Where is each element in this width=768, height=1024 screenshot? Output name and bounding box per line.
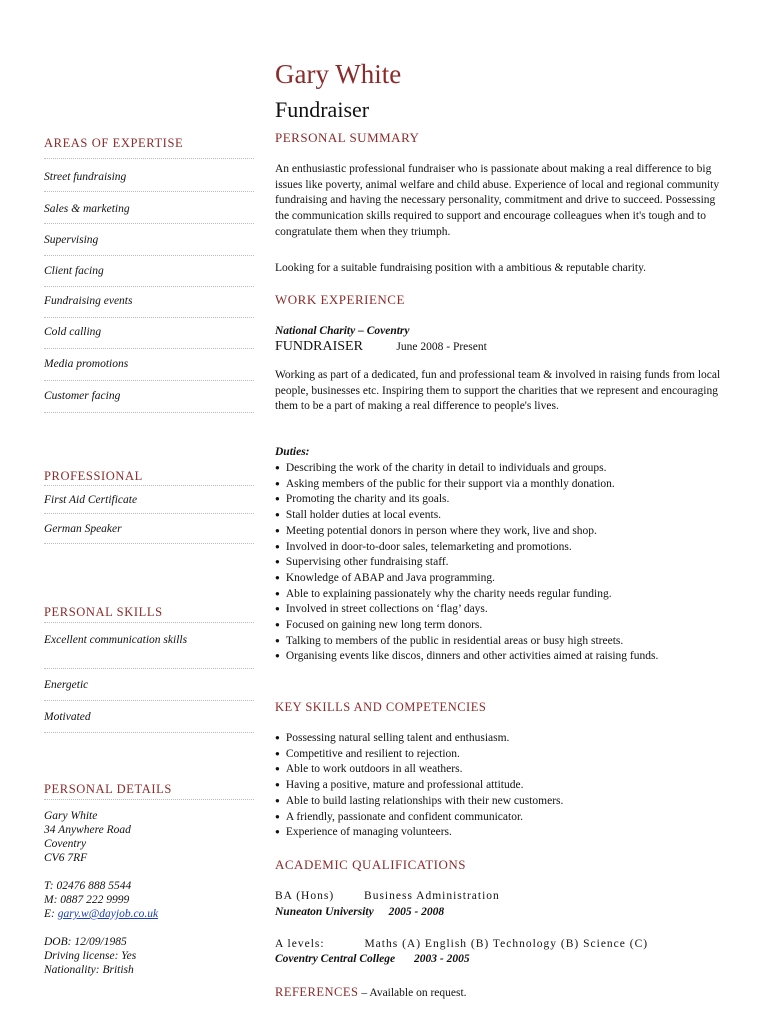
divider [44,317,254,318]
professional-item: German Speaker [44,523,122,535]
references-text: – Available on request. [358,987,467,999]
divider [44,732,254,733]
work-intro: Working as part of a dedicated, fun and professional team & involved in raising funds from local people, businesses etc. Inspiring them to support the charities that we represent and encouraging them to be a part of making a real difference to people's lives. [275,369,721,413]
expertise-item: Supervising [44,234,99,246]
contact-city: Coventry [44,838,87,850]
work-heading: WORK EXPERIENCE [275,292,405,307]
list-item: ● Able to explaining passionately why the charity needs regular funding. [275,587,725,603]
degree-subject: Business Administration [364,890,500,902]
email-label: E: [44,908,55,920]
list-item: ● Promoting the charity and its goals. [275,492,725,508]
list-item: ● Describing the work of the charity in detail to individuals and groups. [275,461,725,477]
contact-block [44,809,254,865]
contact-address: 34 Anywhere Road [44,824,131,836]
divider [44,622,254,623]
phone-block [44,879,254,921]
personal-details-heading: PERSONAL DETAILS [44,782,172,796]
contact-postcode: CV6 7RF [44,852,88,864]
divider [44,513,254,514]
divider [44,799,254,800]
expertise-item: Fundraising events [44,295,133,307]
alevels-grades: Maths (A) English (B) Technology (B) Science (C) [364,938,649,950]
alevels-line [275,937,648,952]
divider [44,286,254,287]
list-item: ● Involved in street collections on ‘flag’ days. [275,602,725,618]
divider [44,380,254,381]
summary-paragraph: An enthusiastic professional fundraiser who is passionate about making a real difference to big issues like poverty, animal welfare and child abuse. Experience of local and regional community fundraising and having the necessary personality, commitment and drive to succeed. Possessing the communication skills required to support and encourage colleagues when it's tough and to congratulate them when they triumph. [275,163,720,238]
divider [44,412,254,413]
divider [44,700,254,701]
list-item: ● Able to work outdoors in all weathers. [275,762,725,778]
college: Coventry Central College [275,953,396,965]
nationality: Nationality: British [44,964,134,976]
list-item: ● Having a positive, mature and professional attitude. [275,778,725,794]
expertise-item: Client facing [44,265,104,277]
duties-list [275,461,725,665]
divider [44,191,254,192]
list-item: ● Involved in door-to-door sales, telemarketing and promotions. [275,540,725,556]
summary-goal: Looking for a suitable fundraising position with a ambitious & reputable charity. [275,262,647,274]
academic-heading: ACADEMIC QUALIFICATIONS [275,857,466,872]
divider [44,223,254,224]
telephone: T: 02476 888 5544 [44,880,132,892]
role-line [275,338,487,356]
references-heading: REFERENCES [275,985,359,999]
email-line [44,907,254,921]
university-line [275,905,444,920]
references-line [275,984,467,1001]
employer-name: National Charity – Coventry [275,325,410,337]
email-link[interactable]: gary.w@dayjob.co.uk [57,908,159,920]
employer [275,324,410,339]
divider [44,348,254,349]
list-item: ● Possessing natural selling talent and enthusiasm. [275,731,725,747]
key-skills-heading: KEY SKILLS AND COMPETENCIES [275,700,487,714]
skill-item: Excellent communication skills [44,634,188,646]
list-item: ● Supervising other fundraising staff. [275,555,725,571]
candidate-name: Gary White [275,59,402,89]
list-item: ● Meeting potential donors in person where they work, live and shop. [275,524,725,540]
divider [44,485,254,486]
mobile: M: 0887 222 9999 [44,894,130,906]
divider [44,255,254,256]
dob: DOB: 12/09/1985 [44,936,127,948]
expertise-item: Media promotions [44,358,129,370]
expertise-item: Customer facing [44,390,121,402]
list-item: ● Able to build lasting relationships with their new customers. [275,794,725,810]
personal-skills-heading: PERSONAL SKILLS [44,605,163,619]
skill-item: Energetic [44,679,89,691]
professional-heading: PROFESSIONAL [44,469,143,483]
summary-heading: PERSONAL SUMMARY [275,130,420,145]
list-item: ● Talking to members of the public in residential areas or busy high streets. [275,634,725,650]
expertise-item: Cold calling [44,326,102,338]
college-line [275,952,470,967]
key-skills-list [275,731,725,841]
skill-item: Motivated [44,711,91,723]
divider [44,158,254,159]
divider [44,543,254,544]
role-dates: June 2008 - Present [396,341,487,353]
degree-line [275,889,500,904]
degree: BA (Hons) [275,890,335,902]
college-dates: 2003 - 2005 [413,953,470,965]
list-item: ● Stall holder duties at local events. [275,508,725,524]
driving-license: Driving license: Yes [44,950,137,962]
list-item: ● A friendly, passionate and confident communicator. [275,810,725,826]
list-item: ● Asking members of the public for their support via a monthly donation. [275,477,725,493]
personal-info-block [44,935,254,977]
university: Nuneaton University [275,906,374,918]
duties-label: Duties: [275,446,310,458]
expertise-item: Street fundraising [44,171,127,183]
list-item: ● Knowledge of ABAP and Java programming. [275,571,725,587]
expertise-heading: AREAS OF EXPERTISE [44,136,184,150]
contact-name: Gary White [44,810,98,822]
role-title: FUNDRAISER [275,339,363,354]
list-item: ● Competitive and resilient to rejection. [275,747,725,763]
list-item: ● Organising events like discos, dinners and other activities aimed at raising funds. [275,649,725,665]
professional-item: First Aid Certificate [44,494,138,506]
divider [44,668,254,669]
expertise-item: Sales & marketing [44,203,130,215]
job-title: Fundraiser [275,97,370,122]
list-item: ● Focused on gaining new long term donors. [275,618,725,634]
list-item: ● Experience of managing volunteers. [275,825,725,841]
alevels-label: A levels: [275,938,325,950]
university-dates: 2005 - 2008 [388,906,445,918]
